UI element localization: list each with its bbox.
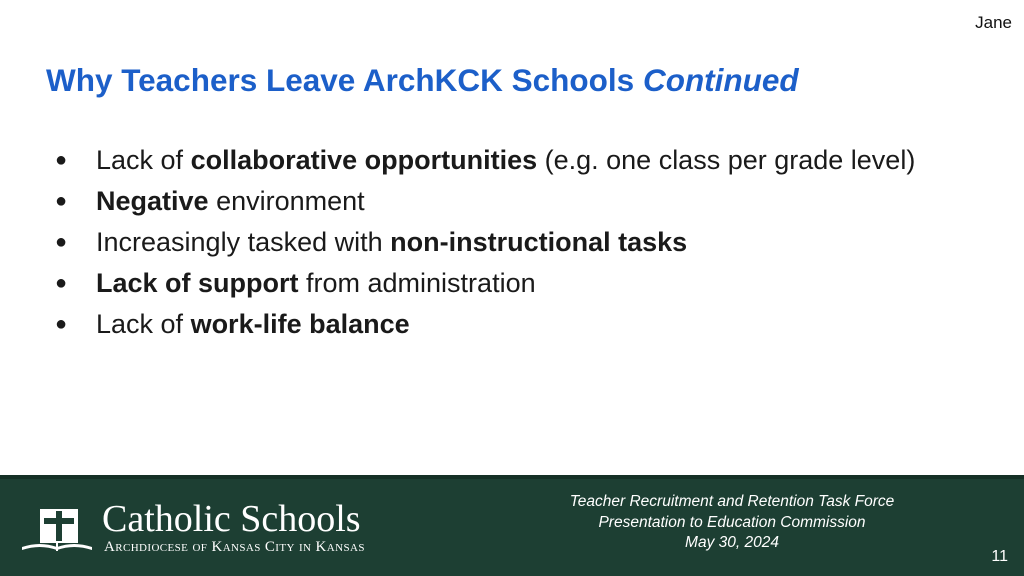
bullet-emphasis: Negative xyxy=(96,186,209,216)
bullet-emphasis: non-instructional tasks xyxy=(390,227,688,257)
logo-title: Catholic Schools xyxy=(102,498,361,540)
bullet-item xyxy=(0,181,1000,222)
bullet-item xyxy=(0,304,1000,345)
footer-bar xyxy=(0,475,1024,576)
bullet-item xyxy=(0,222,1000,263)
bullet-item xyxy=(0,140,1000,181)
bullet-dot-icon: ● xyxy=(55,272,68,294)
bullet-text: Increasingly tasked with xyxy=(96,227,391,257)
footer-line-2: Presentation to Education Commission xyxy=(598,513,866,531)
bullet-dot-icon: ● xyxy=(55,313,68,335)
catholic-schools-logo xyxy=(20,499,470,559)
title-main: Why Teachers Leave ArchKCK Schools xyxy=(46,62,635,98)
bullet-dot-icon: ● xyxy=(55,190,68,212)
presenter-name: Jane xyxy=(975,13,1012,32)
footer-date: May 30, 2024 xyxy=(685,534,779,551)
page-number: 11 xyxy=(991,548,1008,565)
bullet-dot-icon: ● xyxy=(55,231,68,253)
bullet-emphasis: Lack of support xyxy=(96,268,299,298)
bullet-text: Lack of xyxy=(96,145,191,175)
presentation-info xyxy=(512,492,952,554)
bullet-text: Lack of xyxy=(96,309,191,339)
title-continued: Continued xyxy=(642,62,799,98)
bullet-item xyxy=(0,263,1000,304)
slide-title xyxy=(46,62,799,99)
logo-subtitle: Archdiocese of Kansas City in Kansas xyxy=(104,539,365,555)
bullet-dot-icon: ● xyxy=(55,149,68,171)
cross-book-icon xyxy=(20,503,94,555)
bullet-emphasis: collaborative opportunities xyxy=(190,145,538,175)
bullet-emphasis: work-life balance xyxy=(190,309,410,339)
bullet-list xyxy=(0,140,1000,345)
bullet-text: (e.g. one class per grade level) xyxy=(537,145,916,175)
footer-line-1: Teacher Recruitment and Retention Task Force xyxy=(569,493,895,510)
bullet-text: from administration xyxy=(298,268,536,298)
bullet-text: environment xyxy=(208,186,365,216)
